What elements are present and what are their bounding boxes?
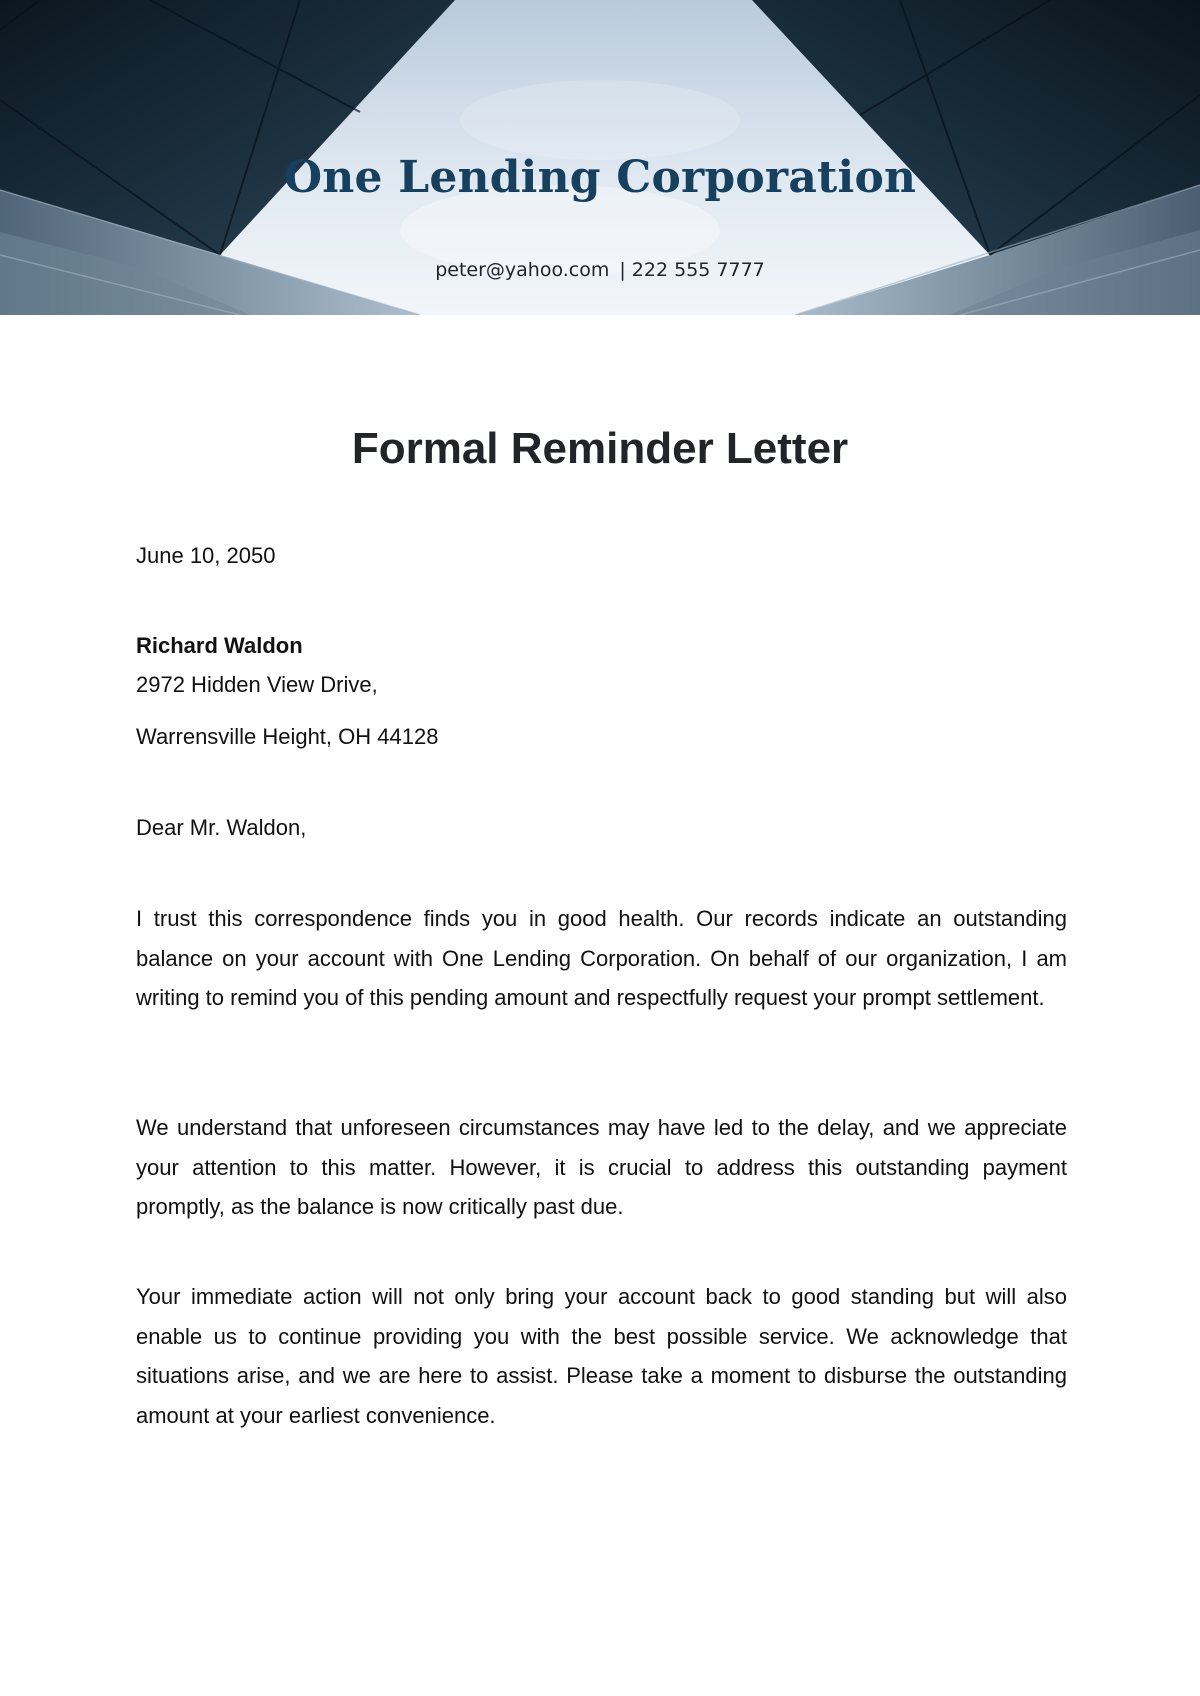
salutation: Dear Mr. Waldon, xyxy=(136,815,307,840)
recipient-address-line2: Warrensville Height, OH 44128 xyxy=(136,724,439,749)
paragraph-3: Your immediate action will not only bring your account back to good standing but will also enable us to continue providing you with the best possible service. We acknowledge that situations arise, and we are here to assist. Please take a moment to disburse the outstanding amount at your earliest convenience. xyxy=(136,1284,1067,1428)
paragraph-2: We understand that unforeseen circumstances may have led to the delay, and we appreciate your attention to this matter. However, it is crucial to address this outstanding payment promptly, as the balance is now critically past due. xyxy=(136,1115,1067,1219)
email-text: peter@yahoo.com xyxy=(435,259,610,281)
letter-title: Formal Reminder Letter xyxy=(351,424,849,473)
recipient-address-line1: 2972 Hidden View Drive, xyxy=(136,672,378,697)
phone-text: 222 555 7777 xyxy=(631,259,765,281)
recipient-name: Richard Waldon xyxy=(136,633,303,658)
company-name: One Lending Corporation xyxy=(283,152,917,203)
paragraph-1: I trust this correspondence finds you in good health. Our records indicate an outstanding balance on your account with One Lending Corporation. On behalf of our organization, I am writing to remind you of this pending amount and respectfully request your prompt settlement. xyxy=(136,906,1067,1010)
header-banner xyxy=(0,0,1200,315)
contact-separator: | xyxy=(619,259,626,281)
contact-line xyxy=(0,259,1200,281)
letter-date: June 10, 2050 xyxy=(136,543,276,568)
